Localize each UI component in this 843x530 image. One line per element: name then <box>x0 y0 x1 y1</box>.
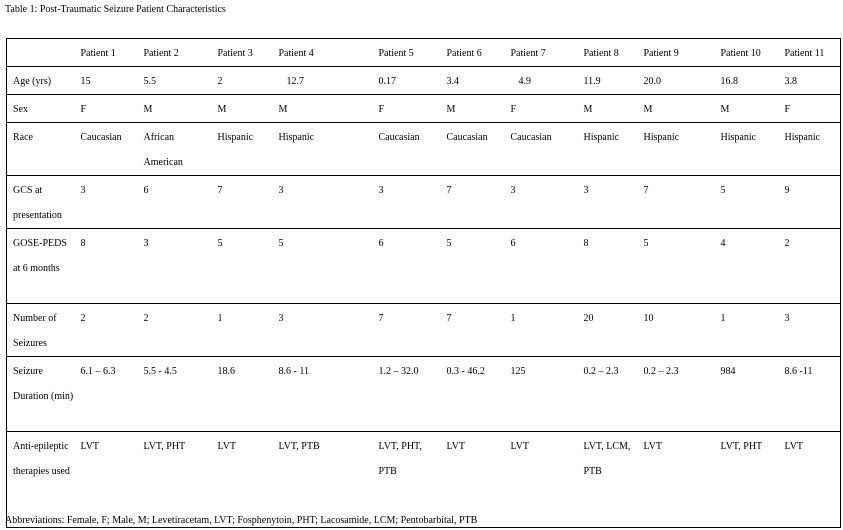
table-cell: 11.9 <box>578 67 638 95</box>
table-row <box>7 67 841 95</box>
table-cell: 6 <box>505 229 578 304</box>
table-cell: 7 <box>441 304 505 357</box>
table-cell: M <box>138 95 212 123</box>
table-cell: 3 <box>373 176 441 229</box>
table-cell: 1 <box>212 304 273 357</box>
table-cell: 2 <box>212 67 273 95</box>
table-cell: 6.1 – 6.3 <box>75 357 138 432</box>
table-cell: 125 <box>505 357 578 432</box>
table-cell: 2 <box>779 229 841 304</box>
row-label: Race <box>7 123 75 176</box>
table-cell: M <box>578 95 638 123</box>
patient-characteristics-table <box>6 38 841 528</box>
table-cell: 3.4 <box>441 67 505 95</box>
table-cell: Hispanic <box>273 123 373 176</box>
table-cell: 8 <box>75 229 138 304</box>
table-cell: F <box>75 95 138 123</box>
table-cell: 0.3 - 46.2 <box>441 357 505 432</box>
table-row <box>7 357 841 432</box>
table-cell: 3 <box>138 229 212 304</box>
table-cell: Caucasian <box>373 123 441 176</box>
header-cell: Patient 7 <box>505 39 578 67</box>
table-cell: M <box>273 95 373 123</box>
table-cell: LVT, PHT <box>715 432 779 528</box>
table-cell: 984 <box>715 357 779 432</box>
table-cell: LVT <box>638 432 715 528</box>
table-cell: 5.5 - 4.5 <box>138 357 212 432</box>
table-cell: Hispanic <box>638 123 715 176</box>
table-cell: 6 <box>138 176 212 229</box>
table-row <box>7 304 841 357</box>
table-cell: 16.8 <box>715 67 779 95</box>
table-cell: 2 <box>75 304 138 357</box>
table-cell: 0.2 – 2.3 <box>578 357 638 432</box>
abbreviations-footnote: Abbreviations: Female, F; Male, M; Levetiracetam, LVT; Fosphenytoin, PHT; Lacosamide, LCM; Pentobarbital, PTB <box>5 515 478 526</box>
table-cell: 8.6 - 11 <box>273 357 373 432</box>
row-label: Sex <box>7 95 75 123</box>
table-cell: 12.7 <box>273 67 373 95</box>
table-cell: 3 <box>273 176 373 229</box>
table-cell: 5 <box>638 229 715 304</box>
header-cell: Patient 4 <box>273 39 373 67</box>
table-cell: 3 <box>779 304 841 357</box>
table-cell: F <box>505 95 578 123</box>
table-cell: 7 <box>441 176 505 229</box>
table-cell: Caucasian <box>441 123 505 176</box>
table-cell: 18.6 <box>212 357 273 432</box>
table-row <box>7 95 841 123</box>
table-cell: 3 <box>578 176 638 229</box>
table-cell: Hispanic <box>212 123 273 176</box>
table-cell: 5 <box>715 176 779 229</box>
table-cell: 10 <box>638 304 715 357</box>
table-cell: LVT <box>75 432 138 528</box>
table-cell: 1.2 – 32.0 <box>373 357 441 432</box>
table-cell: 7 <box>638 176 715 229</box>
table-cell: Caucasian <box>75 123 138 176</box>
header-cell: Patient 10 <box>715 39 779 67</box>
header-cell: Patient 5 <box>373 39 441 67</box>
table-cell: LVT, PHT <box>138 432 212 528</box>
table-cell: 20.0 <box>638 67 715 95</box>
table-caption: Table 1: Post-Traumatic Seizure Patient Characteristics <box>5 4 226 15</box>
table-cell: 3 <box>273 304 373 357</box>
table-cell: Caucasian <box>505 123 578 176</box>
table-cell: LVT, PTB <box>273 432 373 528</box>
table-cell: 4.9 <box>505 67 578 95</box>
table-cell: 9 <box>779 176 841 229</box>
table-cell: 1 <box>715 304 779 357</box>
table-cell: 7 <box>212 176 273 229</box>
table-cell: 8.6 -11 <box>779 357 841 432</box>
table-cell: 15 <box>75 67 138 95</box>
table-row <box>7 229 841 304</box>
row-label: Anti-epileptic therapies used <box>7 432 75 528</box>
row-label: Seizure Duration (min) <box>7 357 75 432</box>
table-cell: 0.2 – 2.3 <box>638 357 715 432</box>
header-cell: Patient 2 <box>138 39 212 67</box>
table-cell: M <box>715 95 779 123</box>
row-label: Age (yrs) <box>7 67 75 95</box>
table-cell: LVT, PHT, PTB <box>373 432 441 528</box>
table-cell: 20 <box>578 304 638 357</box>
table-cell: 0.17 <box>373 67 441 95</box>
table-cell: 3.8 <box>779 67 841 95</box>
header-row <box>7 39 841 67</box>
header-cell: Patient 8 <box>578 39 638 67</box>
table-row <box>7 123 841 176</box>
table-row <box>7 176 841 229</box>
header-cell: Patient 11 <box>779 39 841 67</box>
row-label: Number of Seizures <box>7 304 75 357</box>
table-cell: 1 <box>505 304 578 357</box>
table-cell: 3 <box>75 176 138 229</box>
header-cell: Patient 1 <box>75 39 138 67</box>
table-cell: M <box>441 95 505 123</box>
table-cell: F <box>373 95 441 123</box>
table-cell: M <box>638 95 715 123</box>
table-cell: 8 <box>578 229 638 304</box>
table-cell: 3 <box>505 176 578 229</box>
header-cell <box>7 39 75 67</box>
table-cell: Hispanic <box>715 123 779 176</box>
table-cell: 2 <box>138 304 212 357</box>
table-cell: 5.5 <box>138 67 212 95</box>
table-cell: LVT <box>505 432 578 528</box>
table-cell: LVT <box>441 432 505 528</box>
table-cell: 6 <box>373 229 441 304</box>
table-cell: LVT, LCM, PTB <box>578 432 638 528</box>
header-cell: Patient 9 <box>638 39 715 67</box>
table-cell: Hispanic <box>578 123 638 176</box>
table-cell: African American <box>138 123 212 176</box>
table-cell: LVT <box>779 432 841 528</box>
row-label: GOSE-PEDS at 6 months <box>7 229 75 304</box>
header-cell: Patient 3 <box>212 39 273 67</box>
table-cell: 7 <box>373 304 441 357</box>
table-cell: 5 <box>441 229 505 304</box>
table-cell: M <box>212 95 273 123</box>
table-cell: LVT <box>212 432 273 528</box>
table-row <box>7 432 841 528</box>
table-cell: Hispanic <box>779 123 841 176</box>
table-cell: F <box>779 95 841 123</box>
row-label: GCS at presentation <box>7 176 75 229</box>
table-cell: 4 <box>715 229 779 304</box>
table-cell: 5 <box>273 229 373 304</box>
table-cell: 5 <box>212 229 273 304</box>
header-cell: Patient 6 <box>441 39 505 67</box>
